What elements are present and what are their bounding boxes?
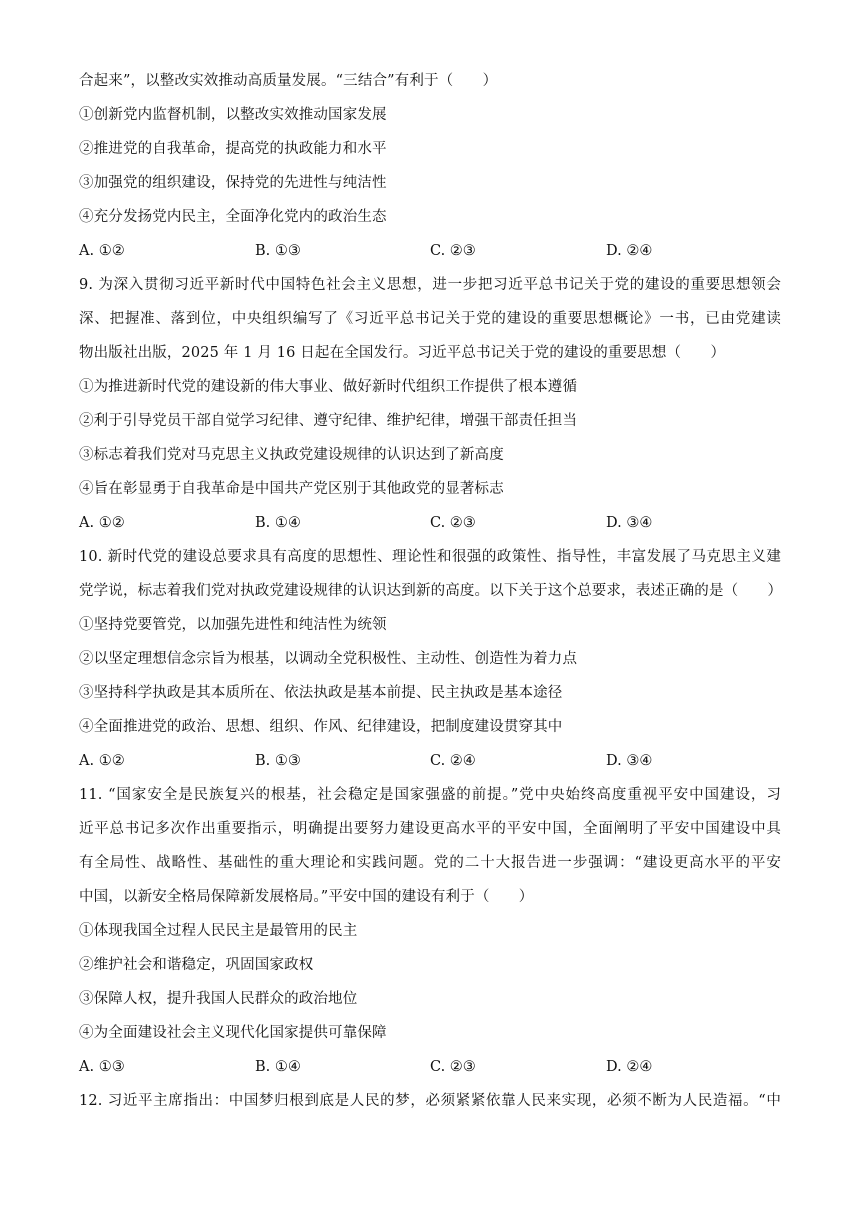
q10-stem-line-2: 党学说，标志着我们党对执政党建设规律的认识达到新的高度。以下关于这个总要求，表述正确的是（ ） bbox=[79, 583, 783, 599]
q10-option-b: B. ①③ bbox=[255, 753, 301, 769]
q11-option-a: A. ①③ bbox=[79, 1059, 125, 1075]
q8-option-b: B. ①③ bbox=[255, 243, 301, 259]
q11-item-1: ①体现我国全过程人民民主是最管用的民主 bbox=[79, 923, 358, 939]
q8-item-1: ①创新党内监督机制，以整改实效推动国家发展 bbox=[79, 107, 387, 123]
q9-item-3: ③标志着我们党对马克思主义执政党建设规律的认识达到了新高度 bbox=[79, 447, 504, 463]
q8-stem-line: 合起来”，以整改实效推动高质量发展。“三结合”有利于（ ） bbox=[79, 73, 498, 89]
q11-stem-line-4: 中国，以新安全格局保障新发展格局。”平安中国的建设有利于（ ） bbox=[79, 889, 534, 905]
q10-stem-line-1: 10. 新时代党的建设总要求具有高度的思想性、理论性和很强的政策性、指导性，丰富发展了马克思主义建 bbox=[79, 549, 781, 565]
q9-option-a: A. ①② bbox=[79, 515, 125, 531]
q10-item-3: ③坚持科学执政是其本质所在、依法执政是基本前提、民主执政是基本途径 bbox=[79, 685, 563, 701]
q9-stem-line-3: 物出版社出版，2025 年 1 月 16 日起在全国发行。习近平总书记关于党的建设的重要思想（ ） bbox=[79, 345, 726, 361]
q10-item-4: ④全面推进党的政治、思想、组织、作风、纪律建设，把制度建设贯穿其中 bbox=[79, 719, 563, 735]
q11-item-2: ②维护社会和谐稳定，巩固国家政权 bbox=[79, 957, 314, 973]
q11-option-d: D. ②④ bbox=[606, 1059, 653, 1075]
q11-stem-line-2: 近平总书记多次作出重要指示，明确提出要努力建设更高水平的平安中国，全面阐明了平安中国建设中具 bbox=[79, 821, 781, 837]
q11-stem-line-1: 11. “国家安全是民族复兴的根基，社会稳定是国家强盛的前提。”党中央始终高度重视平安中国建设，习 bbox=[79, 787, 781, 803]
q9-item-1: ①为推进新时代党的建设新的伟大事业、做好新时代组织工作提供了根本遵循 bbox=[79, 379, 578, 395]
q10-item-1: ①坚持党要管党，以加强先进性和纯洁性为统领 bbox=[79, 617, 387, 633]
q11-item-3: ③保障人权，提升我国人民群众的政治地位 bbox=[79, 991, 358, 1007]
q9-option-d: D. ③④ bbox=[606, 515, 653, 531]
q10-option-c: C. ②④ bbox=[430, 753, 476, 769]
q8-option-a: A. ①② bbox=[79, 243, 125, 259]
q8-option-c: C. ②③ bbox=[430, 243, 476, 259]
q12-stem-line-1: 12. 习近平主席指出：中国梦归根到底是人民的梦，必须紧紧依靠人民来实现，必须不断为人民造福。“中 bbox=[79, 1093, 781, 1109]
q10-option-a: A. ①② bbox=[79, 753, 125, 769]
q9-item-4: ④旨在彰显勇于自我革命是中国共产党区别于其他政党的显著标志 bbox=[79, 481, 504, 497]
q10-item-2: ②以坚定理想信念宗旨为根基，以调动全党积极性、主动性、创造性为着力点 bbox=[79, 651, 578, 667]
q11-item-4: ④为全面建设社会主义现代化国家提供可靠保障 bbox=[79, 1025, 387, 1041]
q8-option-d: D. ②④ bbox=[606, 243, 653, 259]
q9-option-b: B. ①④ bbox=[255, 515, 301, 531]
q9-option-c: C. ②③ bbox=[430, 515, 476, 531]
q11-option-b: B. ①④ bbox=[255, 1059, 301, 1075]
q9-item-2: ②利于引导党员干部自觉学习纪律、遵守纪律、维护纪律，增强干部责任担当 bbox=[79, 413, 578, 429]
q8-item-2: ②推进党的自我革命，提高党的执政能力和水平 bbox=[79, 141, 387, 157]
q11-stem-line-3: 有全局性、战略性、基础性的重大理论和实践问题。党的二十大报告进一步强调：“建设更高水平的平安 bbox=[79, 855, 781, 871]
q8-item-4: ④充分发扬党内民主，全面净化党内的政治生态 bbox=[79, 209, 387, 225]
q9-stem-line-1: 9. 为深入贯彻习近平新时代中国特色社会主义思想，进一步把习近平总书记关于党的建设的重要思想领会 bbox=[79, 277, 781, 293]
q11-option-c: C. ②③ bbox=[430, 1059, 476, 1075]
q10-option-d: D. ③④ bbox=[606, 753, 653, 769]
q8-item-3: ③加强党的组织建设，保持党的先进性与纯洁性 bbox=[79, 175, 387, 191]
q9-stem-line-2: 深、把握准、落到位，中央组织编写了《习近平总书记关于党的建设的重要思想概论》一书，已由党建读 bbox=[79, 311, 781, 327]
